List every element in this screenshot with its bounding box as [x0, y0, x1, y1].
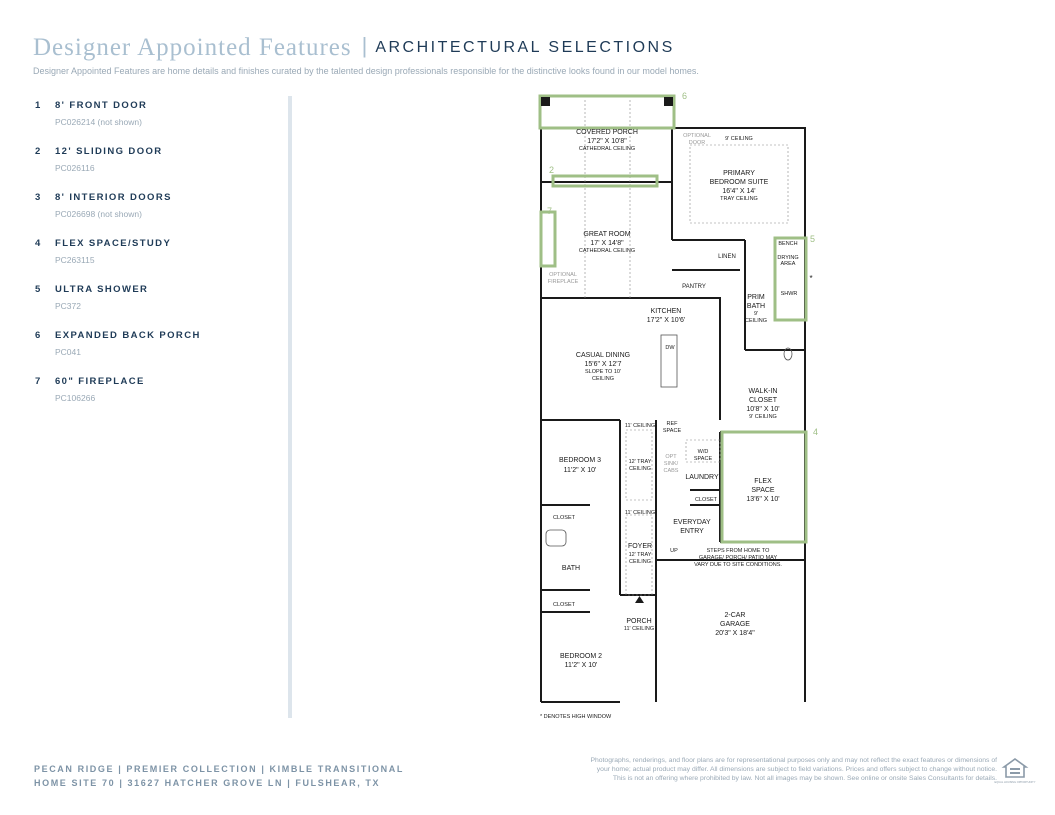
room-note: 9' CEILING	[725, 136, 753, 142]
feature-label: 8' INTERIOR DOORS	[55, 192, 172, 203]
room-note: OPTIONAL	[549, 272, 577, 278]
room-name: PRIMARY	[723, 170, 755, 177]
feature-number: 2	[35, 146, 42, 157]
feature-item	[35, 376, 275, 422]
room-note: CLOSET	[552, 602, 576, 608]
highlight-fireplace	[541, 212, 555, 266]
front-door-arrow-icon	[635, 596, 644, 603]
room-name: PRIM	[747, 294, 765, 301]
room-name: SPACE	[751, 487, 775, 494]
feature-label: 60" FIREPLACE	[55, 376, 145, 387]
highlight-porch	[540, 96, 674, 128]
page-subtitle-caps: ARCHITECTURAL SELECTIONS	[375, 39, 675, 56]
room-note: OPT	[665, 454, 677, 460]
room-name: CASUAL DINING	[575, 352, 631, 359]
room-dims: 11'2" X 10'	[563, 467, 597, 474]
intro-text: Designer Appointed Features are home details and finishes curated by the talented design professionals responsible for the distinctive looks found in our model homes.	[33, 66, 699, 76]
room-note: 9'	[753, 311, 759, 317]
floor-plan	[520, 88, 820, 728]
room-name: GREAT ROOM	[583, 231, 631, 238]
feature-code: PC026698 (not shown)	[55, 209, 142, 219]
feature-item	[35, 238, 275, 284]
room-note: SLOPE TO 10'	[584, 369, 622, 375]
room-dims: 17' X 14'8"	[590, 240, 624, 247]
room-dims: 20'3" X 18'4"	[715, 630, 755, 637]
feature-item	[35, 192, 275, 238]
room-dims: 13'6" X 10'	[746, 496, 780, 503]
feature-number: 4	[35, 238, 42, 249]
room-name: PORCH	[626, 618, 652, 625]
room-note: 11' CEILING	[624, 423, 656, 429]
feature-number: 3	[35, 192, 42, 203]
room-name: BEDROOM 2	[559, 653, 603, 660]
tub-icon	[546, 530, 566, 546]
feature-number: 5	[35, 284, 42, 295]
room-note: TRAY CEILING	[720, 196, 758, 202]
room-note: DW	[665, 345, 675, 351]
room-name: KITCHEN	[650, 308, 682, 315]
room-note: 12' TRAY	[628, 459, 652, 465]
room-name: EVERYDAY	[673, 519, 711, 526]
room-note: 11' CEILING	[623, 626, 655, 632]
marker-2: 2	[549, 165, 555, 175]
room-dims: 17'2" X 10'8"	[587, 138, 627, 145]
room-name: GARAGE	[720, 621, 750, 628]
feature-code: PC106266	[55, 393, 96, 403]
footer-address	[34, 762, 404, 790]
room-note: VARY DUE TO SITE CONDITIONS.	[694, 562, 782, 568]
feature-item	[35, 100, 275, 146]
feature-label: EXPANDED BACK PORCH	[55, 330, 201, 341]
room-note: AREA	[780, 261, 796, 267]
room-name: FOYER	[627, 543, 653, 550]
room-note: 9' CEILING	[749, 414, 777, 420]
room-name: PANTRY	[682, 284, 706, 290]
room-note: CEILING	[591, 376, 615, 382]
room-note: SPACE	[693, 456, 713, 462]
feature-label: 8' FRONT DOOR	[55, 100, 148, 111]
room-name: 2-CAR	[724, 612, 746, 619]
room-note: GARAGE/ PORCH/ PATIO MAY	[698, 555, 778, 561]
feature-number: 1	[35, 100, 42, 111]
room-note: FIREPLACE	[547, 279, 579, 285]
footer-disclaimer	[517, 756, 997, 783]
disclaimer-line: your home; actual product may differ. All dimensions are subject to field variations. Prices and offers subject to change without notice.	[596, 766, 997, 773]
room-name: CLOSET	[748, 397, 778, 404]
feature-item	[35, 330, 275, 376]
feature-code: PC026116	[55, 163, 95, 173]
room-note: CEILING	[744, 318, 768, 324]
room-note: OPTIONAL	[683, 133, 711, 139]
room-name: FLEX	[754, 478, 772, 485]
marker-5: 5	[810, 234, 816, 244]
room-note: CABS	[663, 468, 679, 474]
room-name: BATH	[561, 565, 581, 572]
feature-label: FLEX SPACE/STUDY	[55, 238, 172, 249]
room-name: LAUNDRY	[685, 474, 719, 481]
feature-list	[35, 100, 275, 422]
highlight-shower	[775, 238, 806, 320]
room-note: CATHEDRAL CEILING	[578, 248, 636, 254]
room-note: UP	[670, 548, 678, 554]
room-note: CEILING	[628, 466, 652, 472]
room-note: SPACE	[662, 428, 682, 434]
marker-4: 4	[813, 427, 819, 437]
feature-code: PC372	[55, 301, 81, 311]
feature-item	[35, 146, 275, 192]
porch-column	[664, 97, 673, 106]
feature-label: 12' SLIDING DOOR	[55, 146, 163, 157]
feature-number: 6	[35, 330, 42, 341]
room-note: DRYING	[777, 255, 799, 261]
feature-number: 7	[35, 376, 42, 387]
room-name: BATH	[746, 303, 766, 310]
room-dims: 10'8" X 10'	[746, 406, 780, 413]
high-window-legend: * DENOTES HIGH WINDOW	[540, 714, 612, 720]
feature-code: PC041	[55, 347, 81, 357]
room-note: W/D	[697, 449, 709, 455]
disclaimer-line: Photographs, renderings, and floor plans are for representational purposes only and may not reflect the exact features or dimensions of	[590, 757, 997, 764]
footer-community: PECAN RIDGE | PREMIER COLLECTION | KIMBLE TRANSITIONAL	[34, 764, 404, 774]
room-note: DOOR	[688, 140, 706, 146]
feature-item	[35, 284, 275, 330]
room-note: STEPS FROM HOME TO	[706, 548, 770, 554]
feature-code: PC026214 (not shown)	[55, 117, 142, 127]
room-note: CATHEDRAL CEILING	[578, 146, 636, 152]
feature-code: PC263115	[55, 255, 95, 265]
room-name: LINEN	[718, 254, 736, 260]
room-note: 11' CEILING	[624, 510, 656, 516]
page-header	[33, 34, 675, 62]
room-name: BEDROOM SUITE	[709, 179, 769, 186]
page-title: Designer Appointed Features	[33, 34, 352, 61]
room-dims: 11'2" X 10'	[564, 662, 598, 669]
room-note: REF	[666, 421, 678, 427]
room-dims: 16'4" X 14'	[722, 188, 756, 195]
marker-6: 6	[682, 91, 688, 101]
disclaimer-line: This is not an offering where prohibited by law. Not all images may be shown. See online or onsite Sales Consultants for details.	[612, 775, 997, 782]
room-note: BENCH	[778, 241, 798, 247]
room-note: SINK/	[663, 461, 679, 467]
eho-label: EQUAL HOUSING OPPORTUNITY	[994, 781, 1036, 784]
room-note: SHWR	[780, 291, 798, 297]
room-note: CLOSET	[694, 497, 718, 503]
porch-column	[541, 97, 550, 106]
high-window-star: *	[809, 274, 813, 283]
equal-housing-icon	[994, 758, 1036, 784]
column-divider	[288, 96, 292, 718]
room-name: WALK-IN	[748, 388, 778, 395]
room-dims: 15'6" X 12'7	[584, 361, 622, 368]
marker-7: 7	[547, 206, 553, 216]
title-separator: |	[361, 33, 368, 58]
room-note: CLOSET	[552, 515, 576, 521]
room-name: BEDROOM 3	[558, 457, 602, 464]
room-name: COVERED PORCH	[576, 129, 638, 136]
room-note: CEILING	[628, 559, 652, 565]
room-note: 12' TRAY	[628, 552, 652, 558]
feature-label: ULTRA SHOWER	[55, 284, 149, 295]
room-dims: 17'2" X 10'6'	[646, 317, 686, 324]
kitchen-island	[661, 335, 677, 387]
footer-homesite: HOME SITE 70 | 31627 HATCHER GROVE LN | FULSHEAR, TX	[34, 778, 381, 788]
room-name: ENTRY	[680, 528, 704, 535]
